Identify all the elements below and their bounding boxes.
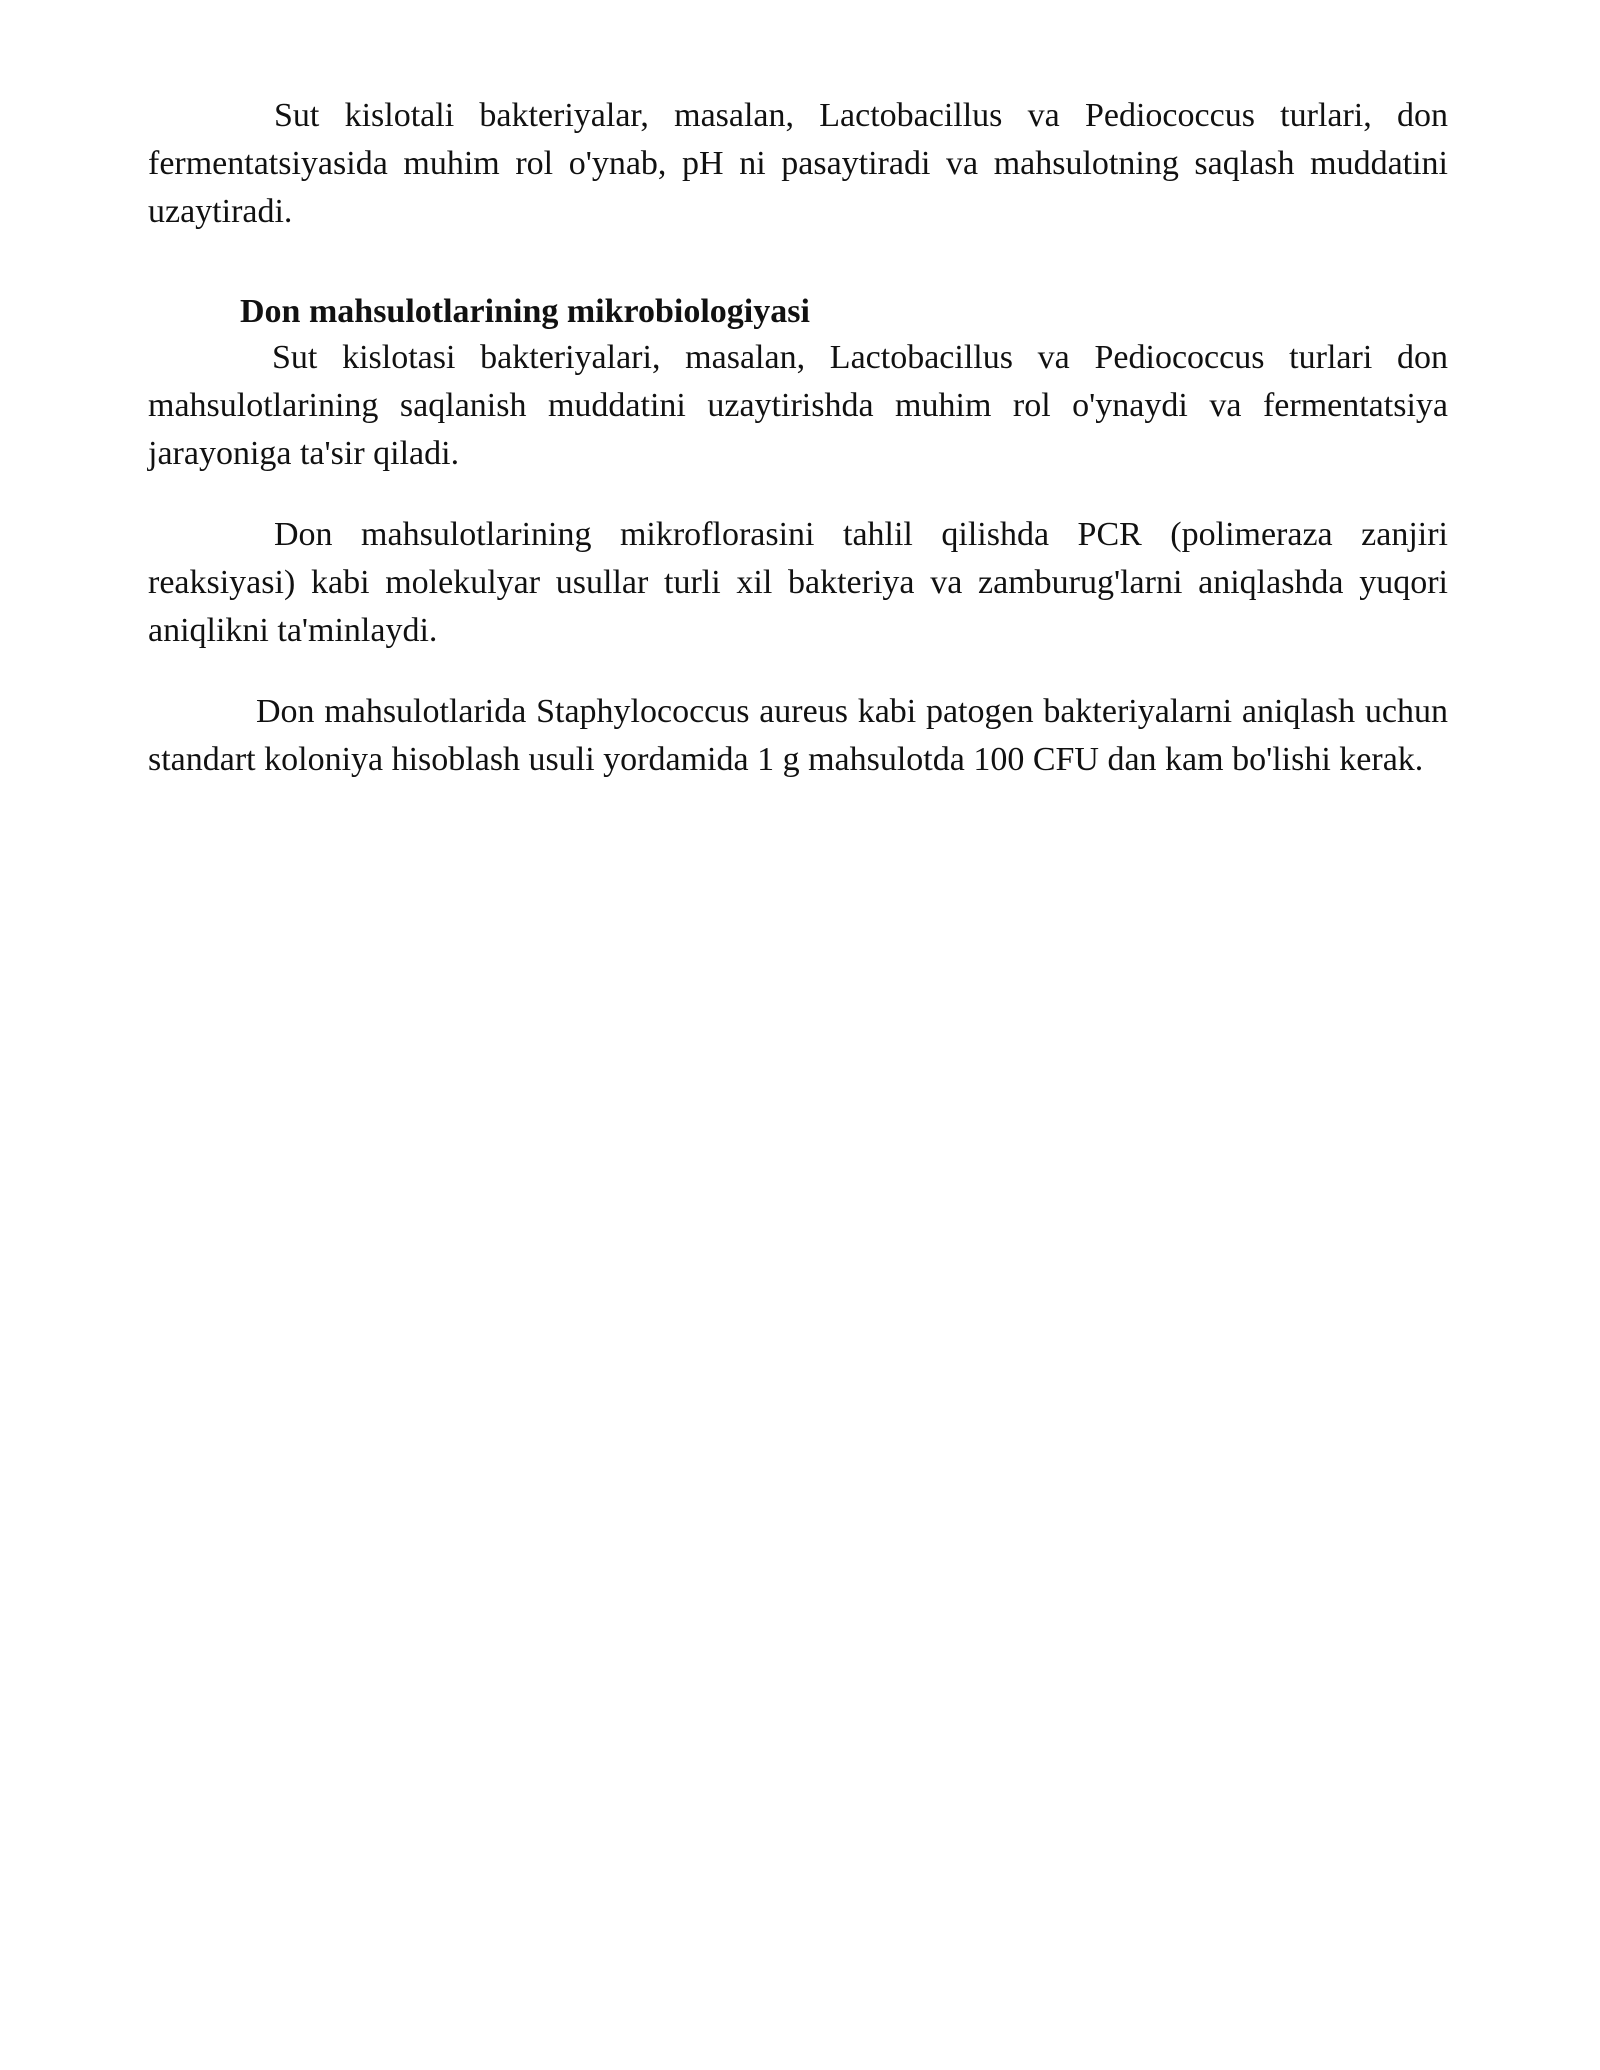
section-heading: Don mahsulotlarining mikrobiologiyasi [240,293,810,330]
paragraph-shelf-life: Sut kislotasi bakteriyalari, masalan, Lactobacillus va Pediococcus turlari don mahsulotlarining saqlanish muddatini uzaytirishda muhim rol o'ynaydi va fermentatsiya jarayoniga ta'sir qiladi. [148,339,1448,472]
paragraph-pcr-analysis: Don mahsulotlarining mikroflorasini tahlil qilishda PCR (polimeraza zanjiri reaksiyasi) kabi molekulyar usullar turli xil bakteriya va zamburug'larni aniqlashda yuqori aniqlikni ta'minlaydi. [148,516,1448,649]
paragraph-lactic-acid-fermentation: Sut kislotali bakteriyalar, masalan, Lactobacillus va Pediococcus turlari, don fermentatsiyasida muhim rol o'ynab, pH ni pasaytiradi va mahsulotning saqlash muddatini uzaytiradi. [148,97,1448,230]
document-page [148,92,1448,784]
paragraph-pathogen-detection: Don mahsulotlarida Staphylococcus aureus kabi patogen bakteriyalarni aniqlash uchun standart koloniya hisoblash usuli yordamida 1 g mahsulotda 100 CFU dan kam bo'lishi kerak. [148,693,1448,778]
